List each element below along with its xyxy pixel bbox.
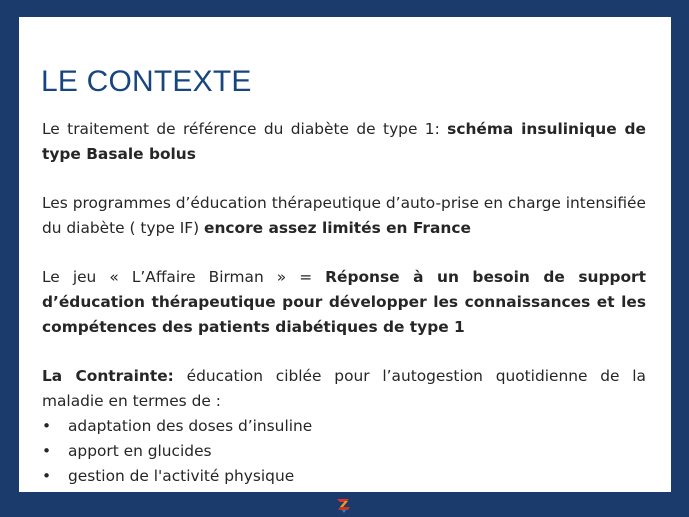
list-item-text: gestion de l'activité physique [68, 467, 295, 485]
paragraph-text: éducation ciblée pour l’autogestion quotidienne de la maladie en termes de : [42, 367, 646, 410]
paragraph-emphasis: La Contrainte: [42, 367, 174, 385]
paragraph-text: Le jeu « L’Affaire Birman » = [42, 268, 326, 286]
colored-logo-icon [334, 495, 354, 515]
paragraph-constraint [42, 364, 646, 414]
paragraph-emphasis: encore assez limités en France [204, 219, 471, 237]
list-item [42, 464, 646, 489]
bullet-icon: • [42, 417, 52, 435]
slide [19, 17, 671, 492]
list-item [42, 439, 646, 464]
list-item-text: adaptation des doses d’insuline [68, 417, 313, 435]
bullet-icon: • [42, 442, 52, 460]
bullet-list [42, 414, 646, 489]
slide-content [42, 117, 646, 489]
list-item [42, 414, 646, 439]
bullet-icon: • [42, 467, 52, 485]
paragraph-emphasis: Réponse à un besoin de support d’éducation thérapeutique pour développer les connaissances et les compétences des patients diabétiques de type 1 [42, 268, 646, 336]
page-title: LE CONTEXTE [41, 65, 252, 98]
paragraph-text: Les programmes d’éducation thérapeutique d’auto-prise en charge intensifiée du diabète ( type IF) [42, 194, 646, 237]
paragraph-emphasis: schéma insulinique de type Basale bolus [42, 120, 646, 163]
paragraph-education-programs [42, 191, 646, 241]
list-item-text: apport en glucides [68, 442, 212, 460]
paragraph-game [42, 265, 646, 340]
paragraph-text: Le traitement de référence du diabète de type 1: [42, 120, 448, 138]
paragraph-reference-treatment [42, 117, 646, 167]
